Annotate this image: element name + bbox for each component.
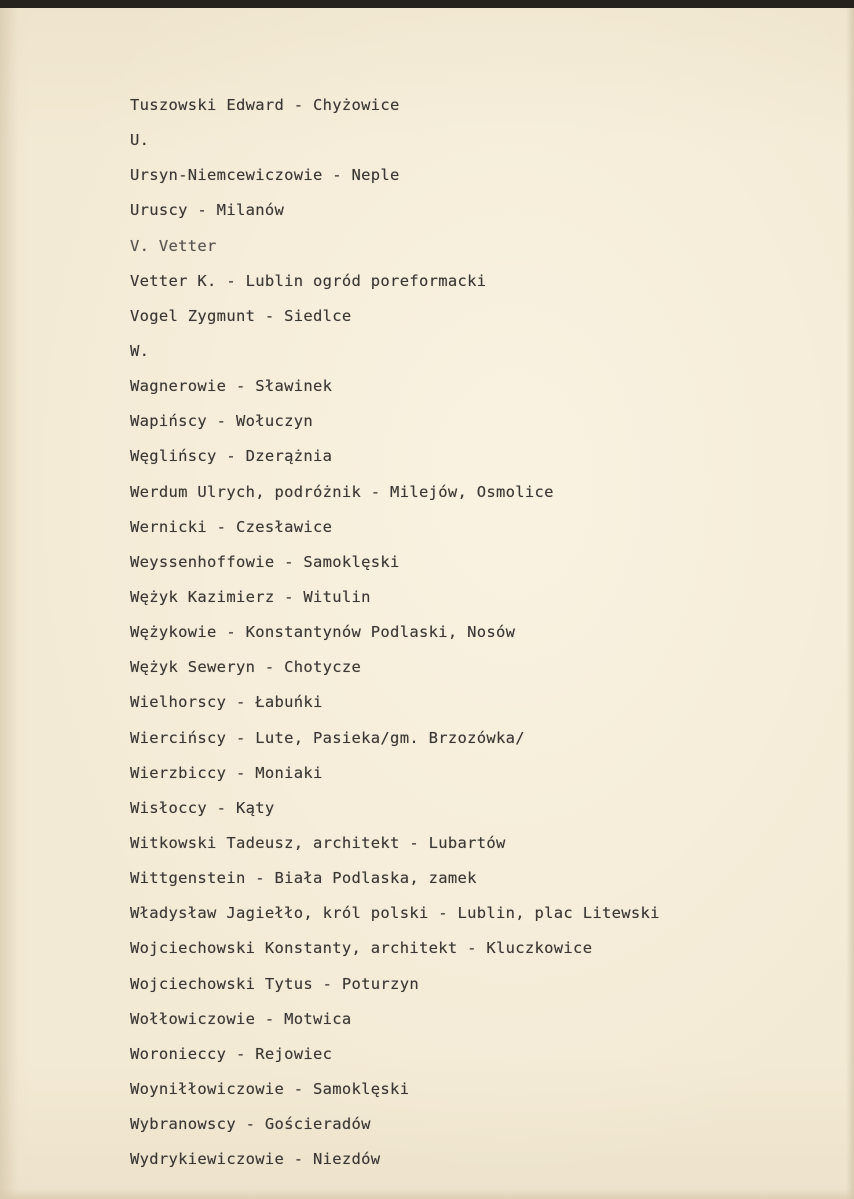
scan-top-border: [0, 0, 854, 8]
index-entry: Wiercińscy - Lute, Pasieka/gm. Brzozówka/: [130, 728, 525, 747]
index-entry: Werdum Ulrych, podróżnik - Milejów, Osmolice: [130, 482, 554, 501]
page-binding-shadow: [0, 8, 30, 1199]
index-entry: Woronieccy - Rejowiec: [130, 1044, 333, 1063]
index-entry: Wisłoccy - Kąty: [130, 798, 275, 817]
section-letter-heading: U.: [130, 131, 150, 150]
index-entry: Wittgenstein - Biała Podlaska, zamek: [130, 869, 477, 888]
index-entry: Uruscy - Milanów: [130, 201, 285, 220]
index-entry: Wierzbiccy - Moniaki: [130, 763, 323, 782]
index-entry: Wapińscy - Wołuczyn: [130, 412, 314, 431]
index-entry-list: [130, 94, 830, 1183]
index-entry: Woyniłłowiczowie - Samoklęski: [130, 1079, 410, 1098]
index-entry: Wydrykiewiczowie - Niezdów: [130, 1150, 381, 1169]
index-entry: Vogel Zygmunt - Siedlce: [130, 306, 352, 325]
index-entry: Węglińscy - Dzerążnia: [130, 447, 333, 466]
index-entry: Weyssenhoffowie - Samoklęski: [130, 552, 400, 571]
section-letter-heading: V. Vetter: [130, 236, 217, 255]
index-entry: Ursyn-Niemcewiczowie - Neple: [130, 166, 400, 185]
index-entry: Tuszowski Edward - Chyżowice: [130, 96, 400, 114]
page-right-edge: [846, 8, 854, 1199]
index-entry: Wybranowscy - Gościeradów: [130, 1115, 371, 1134]
index-entry: Vetter K. - Lublin ogród poreformacki: [130, 271, 487, 290]
index-entry: Wielhorscy - Łabuńki: [130, 693, 323, 712]
index-entry: Wojciechowski Tytus - Poturzyn: [130, 974, 419, 993]
index-entry: Władysław Jagiełło, król polski - Lublin, plac Litewski: [130, 904, 660, 923]
index-entry: Wężykowie - Konstantynów Podlaski, Nosów: [130, 623, 516, 642]
section-letter-heading: W.: [130, 341, 150, 360]
index-entry: Wojciechowski Konstanty, architekt - Kluczkowice: [130, 939, 593, 958]
index-entry: Wernicki - Czesławice: [130, 517, 333, 536]
index-entry: Witkowski Tadeusz, architekt - Lubartów: [130, 833, 506, 852]
page-bottom-edge: [0, 1189, 854, 1199]
index-entry: Wężyk Seweryn - Chotycze: [130, 658, 362, 677]
index-entry: Wężyk Kazimierz - Witulin: [130, 587, 371, 606]
index-entry: Wołłowiczowie - Motwica: [130, 1009, 352, 1028]
index-entry: Wagnerowie - Sławinek: [130, 377, 333, 396]
